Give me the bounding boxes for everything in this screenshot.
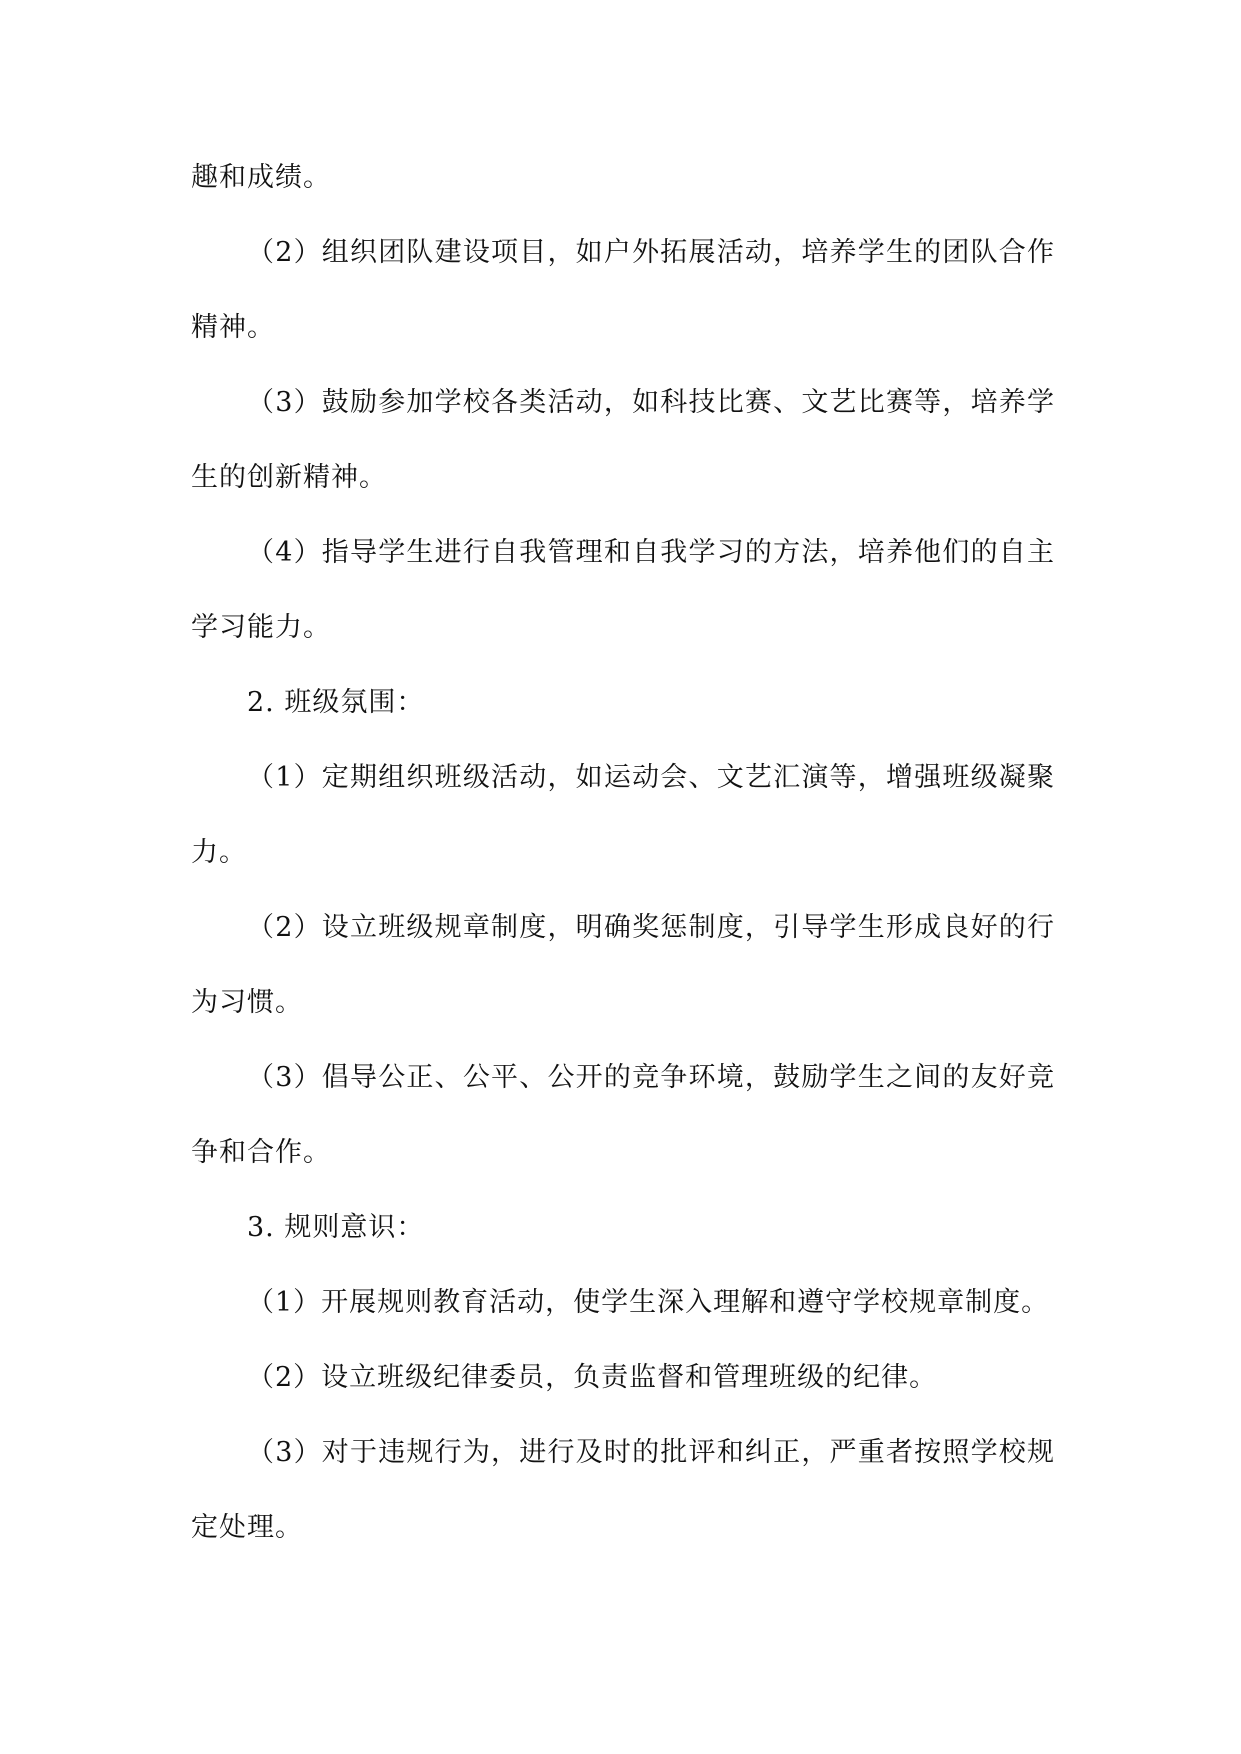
section-heading-3: 3. 规则意识： <box>247 1212 425 1243</box>
paragraph-1-3: （3）鼓励参加学校各类活动，如科技比赛、文艺比赛等，培养学生的创新精神。 <box>191 387 1055 493</box>
paragraph-1-2: （2）组织团队建设项目，如户外拓展活动，培养学生的团队合作精神。 <box>191 237 1055 343</box>
section-heading-2: 2. 班级氛围： <box>247 687 425 718</box>
paragraph-continuation: 趣和成绩。 <box>191 162 331 193</box>
paragraph-2-1: （1）定期组织班级活动，如运动会、文艺汇演等，增强班级凝聚力。 <box>191 762 1055 868</box>
paragraph-3-2: （2）设立班级纪律委员，负责监督和管理班级的纪律。 <box>247 1362 938 1393</box>
paragraph-3-3: （3）对于违规行为，进行及时的批评和纠正，严重者按照学校规定处理。 <box>191 1437 1055 1543</box>
paragraph-2-3: （3）倡导公正、公平、公开的竞争环境，鼓励学生之间的友好竞争和合作。 <box>191 1062 1055 1168</box>
paragraph-3-1: （1）开展规则教育活动，使学生深入理解和遵守学校规章制度。 <box>247 1287 1050 1318</box>
paragraph-1-4: （4）指导学生进行自我管理和自我学习的方法，培养他们的自主学习能力。 <box>191 537 1055 643</box>
paragraph-2-2: （2）设立班级规章制度，明确奖惩制度，引导学生形成良好的行为习惯。 <box>191 912 1055 1018</box>
